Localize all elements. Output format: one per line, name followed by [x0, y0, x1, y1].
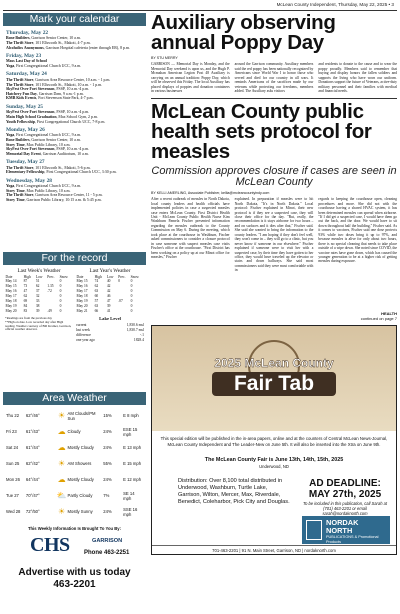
calendar-day-heading: Wednesday, May 28	[6, 177, 52, 184]
measles-col-3: regards to keeping the courthouse open, cleaning procedures and more. She did not with the courthouse having a shared HVAC system, it has been determined measles can spread when airborne. "If I did get a suspected case, I would have them go out the back, and the door. We would have to sit down throughout half the building," Fischer said. As it comes to vaccines, Fischer said one dose protects 93% while two doses bring it up to 97%, and because measles is alive for only about two hours, there is no special cleaning that needs to take place outside of a wipe down. She noted since COVID, the vaccine rates have gone down, which has caused the younger generation to be at a higher risk of getting measles during exposure.	[318, 197, 397, 264]
record-header: For the record	[3, 252, 146, 265]
sun-icon: ☀	[58, 411, 66, 420]
table-cell: May 15	[5, 283, 17, 288]
table-cell: May 20	[5, 308, 17, 313]
forecast-condition: Mostly Sunny	[67, 509, 93, 515]
forecast-high-low: 62°/46°	[25, 413, 40, 419]
calendar-event-detail: , Garrison Area Resource Center, 11 - 5 p.m.	[33, 193, 103, 198]
table-cell: May 16	[76, 283, 88, 288]
measles-body	[151, 197, 397, 310]
fair-distribution: Distribution: Over 8,100 total distributed in Underwood, Washburn, Turtle Lake, Garrison, Wilton, Mercer, Max, Riverdale, Benedict, Coleharbor, Pick City and Douglas.	[178, 478, 290, 505]
calendar-event-name: Hatchery Fun Day	[6, 91, 37, 96]
measles-byline: BY KELLI AMERLING, Associate Publisher, kellia@mcleancountyindy.com	[151, 190, 270, 195]
running-head: McLean County Independent, Thursday, May 22, 2025 • 3	[276, 2, 394, 7]
forecast-row	[6, 440, 143, 456]
forecast-row	[6, 456, 143, 472]
forecast-precip: 7%	[103, 493, 110, 499]
forecast-day: Mon 26	[6, 477, 20, 483]
calendar-event-name: Main High School Graduation	[6, 114, 57, 119]
calendar-event-detail: , 101 Ellsworth St., Makoti, 5-6 p.m.	[33, 165, 91, 170]
calendar-event-name: Yoga	[6, 184, 15, 189]
lake-level-value: 1,830.7 msl	[126, 327, 144, 332]
table-cell: 39	[106, 303, 111, 308]
calendar-event-name: SkyFest Over Fort Stevenson	[6, 147, 55, 152]
calendar-event	[6, 96, 143, 101]
cloud-sun-icon: ⛅	[56, 491, 67, 500]
table-cell: 38	[35, 303, 40, 308]
calendar-event-detail: , Garrison Senior Center, 10 a.m.	[29, 36, 81, 41]
calendar-event-detail: , FSSP, 10 a.m.-4 p.m.	[54, 147, 90, 152]
table-cell: May 17	[76, 288, 88, 293]
table-cell: 66	[94, 308, 99, 313]
calendar-day-heading: Saturday, May 24	[6, 71, 47, 78]
table-cell: 37	[35, 288, 40, 293]
calendar-event-name: Elementary Fellowship	[6, 170, 45, 175]
advertise-banner	[6, 567, 143, 591]
table-cell: May 18	[5, 298, 17, 303]
left-column	[3, 13, 146, 591]
lake-level-value: 1828.4	[133, 337, 144, 342]
table-cell: 41	[106, 308, 111, 313]
table-cell: 69	[23, 298, 28, 303]
table-cell: 0	[59, 288, 62, 293]
table-cell: .49	[47, 308, 52, 313]
column-header: High	[23, 274, 31, 279]
lake-level-label: last week	[76, 327, 90, 332]
lake-level-value: -.1	[140, 332, 144, 337]
forecast-condition: Mostly Cloudy	[67, 445, 94, 451]
calendar-event-name: KMB Kids Events	[6, 96, 37, 101]
forecast-precip: 15%	[103, 413, 112, 419]
forecast-precip: 24%	[103, 445, 112, 451]
lake-level-title: Lake Level	[99, 315, 121, 321]
table-cell: 0	[59, 308, 62, 313]
calendar-event-detail: , Max Public Library, 10 a.m.	[24, 142, 71, 147]
lake-level-row	[76, 338, 144, 343]
lake-level-label: one year ago	[76, 337, 95, 342]
lake-level-label: difference	[76, 332, 91, 337]
last-year-table	[76, 275, 144, 314]
calendar-event-name: Yoga	[6, 133, 15, 138]
fair-illustration	[152, 326, 396, 431]
cloud-icon: ☁	[57, 475, 66, 484]
table-cell: May 21	[76, 308, 88, 313]
table-cell: 0	[130, 278, 133, 283]
calendar-event-name: SkyFest Over Fort Stevenson	[6, 87, 55, 92]
table-cell: May 17	[5, 293, 17, 298]
forecast-wind: SSE 16 mph	[123, 506, 138, 517]
calendar-header: Mark your calendar	[3, 13, 146, 26]
table-cell: 0	[130, 303, 133, 308]
table-cell: 62	[94, 283, 99, 288]
continued-label: HEALTH	[381, 311, 397, 317]
table-cell: May 15	[76, 278, 88, 283]
forecast-wind: E 13 mph	[123, 445, 142, 451]
column-header: Date	[5, 274, 13, 279]
table-cell: 0	[130, 293, 133, 298]
chs-logo: CHS	[30, 534, 70, 557]
calendar-day-heading: Sunday, May 25	[6, 103, 43, 110]
measles-headline: McLean County public health sets protocol for measles	[151, 99, 372, 163]
calendar-event-detail: , First Congregational Church UCC, 9 a.m.	[14, 64, 82, 69]
last-year-title: Last Year's Weather	[89, 268, 131, 274]
calendar-event-detail: , Garrison Senior Center, 10 a.m.	[29, 138, 81, 143]
table-cell: 42	[106, 288, 111, 293]
forecast-day: Wed 28	[6, 509, 21, 515]
forecast-row	[6, 488, 143, 504]
record-section	[3, 265, 146, 392]
forecast-high-low: 62°/42°	[25, 461, 40, 467]
calendar-event-detail: , FSSP, 10 a.m.-4 p.m.	[54, 110, 90, 115]
calendar-event-detail: , 101 Ellsworth St., Makoti, 10 a.m. - 1 p.m.	[33, 82, 103, 87]
fair-title: Fair Tab	[212, 372, 336, 396]
sponsor-ad	[6, 533, 143, 563]
forecast-condition: Cloudy	[67, 429, 81, 435]
ad-deadline-label: AD DEADLINE:	[309, 478, 381, 490]
fair-tab-ad	[151, 325, 397, 555]
calendar-event-name: Bone Builders	[6, 138, 30, 143]
forecast-wind: ESE 15 mph	[123, 426, 138, 437]
table-row	[76, 309, 144, 314]
calendar-event-detail: , First Congregational Church UCC, 3:30 p.m.	[44, 170, 117, 175]
calendar-event-name: Memorial Day Event	[6, 151, 41, 156]
forecast-wind: SE 14 mph	[123, 490, 135, 501]
story-divider	[151, 98, 397, 99]
table-row	[5, 309, 73, 314]
calendar-day-heading: Friday, May 23	[6, 52, 42, 59]
fair-year-title: 2025 McLean County	[214, 356, 334, 371]
table-cell: 60	[94, 293, 99, 298]
calendar-event-name: SkyFest Over Fort Stevenson	[6, 110, 55, 115]
column-header: Prec.	[47, 274, 55, 279]
continued-note	[151, 311, 397, 321]
ad-deadline-box	[302, 478, 388, 516]
forecast-precip: 24%	[103, 477, 112, 483]
table-cell: 0	[130, 288, 133, 293]
forecast-high-low: 64°/44°	[25, 477, 40, 483]
forecast-condition: Partly Cloudy	[67, 493, 93, 499]
calendar-event	[6, 64, 143, 69]
column-header: Prec.	[118, 274, 126, 279]
table-cell: 47	[106, 298, 111, 303]
calendar-event-detail: , Garrison Auditorium, 10 a.m.	[40, 151, 89, 156]
calendar-event-name: The Thrift Store	[6, 193, 34, 198]
calendar-event-name: The Thrift Store	[6, 78, 34, 82]
sponsor-note: This Weekly Information Is Brought To You By:	[28, 526, 121, 531]
forecast-condition: AM Clouds/PM Sun	[67, 410, 96, 421]
table-cell: .72	[47, 288, 52, 293]
poppy-col-2: around the Garrison community. Auxiliary members said the red poppy has been nationally recognized by Americans since World War I to honor those who served and died for our country in all wars. It reminds Americans of the sacrifices made by our veterans while protecting our freedoms, members added. The Auxiliary asks visitors	[234, 62, 314, 94]
table-cell: 39	[35, 308, 40, 313]
lake-level-label: current	[76, 322, 87, 327]
calendar-event-name: Youth Fellowship	[6, 119, 35, 124]
poppy-col-3: and residents to donate to the cause and to wear the poppy proudly. Members said to remember that buying and display honors the fallen soldiers and supports the living who have worn our uniform. Donations support the future of Veterans, active-duty military personnel and their families with medical and financial needs.	[318, 62, 398, 94]
table-cell: May 19	[5, 303, 17, 308]
forecast-day: Sat 24	[6, 445, 19, 451]
calendar-event-name: Alcoholics Anonymous	[6, 45, 44, 50]
calendar-event-detail: , Max School Gym, 2 p.m.	[56, 114, 98, 119]
poppy-day-headline: Auxiliary observing annual Poppy Day	[151, 11, 336, 54]
forecast-day: Fri 23	[6, 429, 17, 435]
measles-col-2: explained. In preparation if measles were to hit North Dakota, "It's in North Dakota." Local protocol: Fischer explained in Minot, their new protocol is if they see a suspected case, they will close their office for the day. "But, really, the recommendation is it stays airborne for two hours – and on surfaces and it dies after that," Fischer said. She said she wanted to bring the information to the county leaders. "I am hoping if they don't feel well, they won't come in – they will go to a clinic, but you never know if someone in our elsewhere." Fischer explained if someone were to visit her with a suspected case, by their time they have gotten to her office, they would have traveled up the elevator or stairs and down hallways. She said most commissioners said they were most comfortable with in	[234, 197, 314, 273]
table-cell: May 14	[5, 278, 17, 283]
fair-location: Underwood, ND	[259, 464, 289, 470]
forecast-condition: Mostly Cloudy	[67, 477, 94, 483]
table-cell: 51	[35, 278, 40, 283]
last-week-weather	[5, 268, 73, 332]
calendar-event-detail: , Max Public Library, 10 a.m.	[24, 188, 71, 193]
calendar-event-detail: , Garrison Public Library, 10:15 a.m. & 5:45 p.m.	[24, 198, 102, 203]
column-header: Low	[106, 274, 114, 279]
table-cell	[118, 309, 130, 314]
forecast-row	[6, 504, 143, 520]
table-cell: 84	[23, 303, 28, 308]
table-cell: 57	[94, 298, 99, 303]
column-header: High	[94, 274, 102, 279]
column-header: Snow	[130, 274, 139, 279]
forecast-wind: E 8 mph	[123, 413, 139, 419]
measles-col-1: After a recent outbreak of measles in North Dakota, local county leaders and health officials have implemented policies in case a suspected measles case enters McLean County. First District Health Unit - McLean County Public Health Nurse Kim Washburn Pamela Fischer presented information regarding the measles outbreak to the County Commission on May 6. During the meeting, which took place at the courthouse in Washburn, Fischer asked commissioners to consider a closure protocol in case someone with suspect measles case visits Fischer's office at the courthouse. "First District has been working on a policy up at our Minot office for measles," Fischer	[151, 197, 230, 260]
calendar-event-name: Story Time	[6, 198, 25, 203]
table-cell: 62	[23, 293, 28, 298]
table-cell: 87	[23, 278, 28, 283]
calendar-event-name: The Thrift Store	[6, 40, 34, 45]
calendar-event-name: Mass Last Day of School	[6, 59, 47, 64]
sun-icon: ☀	[58, 459, 66, 468]
calendar-event	[6, 46, 143, 51]
nordak-logo	[302, 516, 390, 544]
calendar-event	[6, 170, 143, 175]
calendar-event-detail: , Garrison Dam, 9 a.m.-1 p.m.	[36, 91, 84, 96]
nordak-name: NORDAK NORTH	[326, 518, 359, 536]
forecast-day: Tue 27	[6, 493, 19, 499]
sponsor-town: GARRISON	[92, 538, 123, 545]
forecast-precip: 24%	[103, 429, 112, 435]
nordak-mark-icon	[306, 520, 322, 540]
table-cell: 83	[23, 308, 28, 313]
table-cell: 0	[130, 308, 133, 313]
lake-level	[76, 316, 144, 343]
forecast-list	[6, 408, 143, 520]
table-cell: 0	[59, 303, 62, 308]
calendar-day-heading: Monday, May 26	[6, 126, 45, 133]
table-cell: 63	[94, 303, 99, 308]
last-year-weather	[76, 268, 144, 343]
calendar-event-name: Yoga	[6, 64, 15, 69]
cloud-icon: ☁	[57, 443, 66, 452]
calendar-event-detail: , Fort Stevenson State Park, 4-7 p.m.	[36, 96, 94, 101]
forecast-high-low: 70°/47°	[25, 493, 40, 499]
calendar-event-name: The Thrift Store	[6, 82, 34, 87]
forecast-high-low: 61°/43°	[25, 429, 40, 435]
fair-dates: The McLean County Fair is June 13th, 14th, 15th, 2025	[204, 457, 344, 464]
table-cell: .07	[118, 298, 123, 303]
calendar-event-detail: , First Congregational Church UCC, 9 a.m.	[14, 133, 82, 138]
cloud-icon: ☁	[57, 427, 66, 436]
table-cell: 47	[23, 288, 28, 293]
record-note-2: **High on date. Low recorded day after High reading. Weather courtesy of Bill Kramer, Garrison, official weather observer.	[5, 319, 72, 332]
forecast-high-low: 61°/44°	[25, 445, 40, 451]
forecast-row	[6, 424, 143, 440]
table-cell: 33	[35, 298, 40, 303]
sponsor-phone: Phone 463-2251	[84, 550, 130, 557]
table-cell: 62	[35, 283, 40, 288]
last-week-table	[5, 275, 73, 314]
record-note: *Readings are from the previous day	[5, 315, 53, 320]
table-cell: 0	[118, 278, 121, 283]
poppy-day-byline: BY STU MERRY	[151, 56, 178, 60]
nordak-sub: PUBLICATIONS & Promotional Products	[326, 535, 379, 544]
measles-deck: Commission approves closure if cases are seen in McLean County	[151, 164, 397, 188]
advertise-line-2: 463-2201	[53, 579, 96, 591]
ad-deadline-info: To be included in this publication, call Sarah at (701) 463-2201 or email sarah@nordaknorth.com	[302, 501, 388, 517]
table-cell: 74	[94, 278, 99, 283]
ad-deadline-date: MAY 27th, 2025	[308, 489, 382, 501]
forecast-precip: 55%	[103, 461, 112, 467]
calendar-event	[6, 198, 143, 203]
calendar-event-name: Bone Builders	[6, 36, 30, 41]
forecast-high-low: 72°/50°	[25, 509, 40, 515]
table-cell: May 19	[76, 298, 88, 303]
advertise-line-1: Advertise with us today	[18, 567, 131, 579]
fair-body: This special edition will be published in the in-area papers, online and at the counters of Central McLean News-Journal, McLean County Independent and The Leader-New on June 5th. It will also be inserted into the Xtra on June 9th.	[160, 436, 388, 447]
last-week-title: Last Week's Weather	[17, 268, 61, 274]
calendar-list	[3, 26, 146, 252]
table-cell: 0	[130, 283, 133, 288]
forecast-day: Sun 25	[6, 461, 20, 467]
calendar-event-detail: , Garrison Hospital cafeteria (enter through ER), 8 p.m.	[43, 45, 130, 50]
calendar-day-heading: Thursday, May 22	[6, 29, 49, 36]
calendar-event-name: The Thrift Store	[6, 165, 34, 170]
column-header: Snow	[59, 274, 68, 279]
column-header: Date	[76, 274, 84, 279]
calendar-day-heading: Tuesday, May 27	[6, 159, 45, 165]
column-header: Low	[35, 274, 43, 279]
table-cell: 0	[59, 283, 62, 288]
forecast-row	[6, 408, 143, 424]
weather-section	[3, 405, 146, 591]
forecast-condition: AM Showers	[67, 461, 92, 467]
forecast-day: Thu 22	[6, 413, 20, 419]
table-cell: 46	[106, 293, 111, 298]
fair-footer: 701-463-2201 | 91 N. Main Street, Garrison, ND | nordaknorth.com	[152, 545, 396, 555]
table-cell: 0	[59, 298, 62, 303]
poppy-day-body	[151, 62, 397, 93]
calendar-event-detail: , First Congregational Church UCC, 7-8 p.m.	[34, 119, 106, 124]
table-cell: 0	[130, 298, 133, 303]
forecast-wind: E 15 mph	[123, 461, 142, 467]
table-cell: May 20	[76, 303, 88, 308]
calendar-event	[6, 152, 143, 157]
sun-icon: ☀	[58, 507, 66, 516]
calendar-event-detail: , First Congregational Church UCC, 9 a.m.	[14, 184, 82, 189]
table-cell: May 18	[76, 293, 88, 298]
table-cell: 32	[35, 293, 40, 298]
table-cell: 0	[59, 293, 62, 298]
table-cell: 63	[94, 288, 99, 293]
calendar-event-detail: , 101 Ellsworth St., Makoti, 4-7 p.m.	[33, 40, 91, 45]
table-cell: 40	[106, 278, 111, 283]
table-cell: 42	[106, 283, 111, 288]
weather-header: Area Weather	[3, 392, 146, 405]
table-cell: 0	[59, 278, 62, 283]
calendar-event-detail: , Garrison Area Resource Center, 10 a.m. - 1 p.m.	[33, 78, 111, 82]
right-column	[151, 13, 397, 555]
table-cell: May 16	[5, 288, 17, 293]
lake-level-value: 1,830.6 msl	[126, 322, 144, 327]
calendar-event-name: Story Time	[6, 188, 25, 193]
calendar-event	[6, 120, 143, 125]
table-cell: 1.35	[47, 283, 54, 288]
calendar-event-detail: , FSSP, 10 a.m.-4 p.m.	[54, 87, 90, 92]
poppy-col-1: GARRISON — Memorial Day is Monday, and the Memorial Day weekend is upon us, and the Hugh P. Mcmahan American Legion Post 48 Auxiliary is carrying on an annual tradition: Poppy Day, which will be observed this Friday. The local Auxiliary has placed displays of poppies and donation containers in various businesses	[151, 62, 230, 94]
forecast-row	[6, 472, 143, 488]
forecast-wind: E 12 mph	[123, 477, 142, 483]
calendar-event-name: Story Time	[6, 142, 25, 147]
table-cell: 73	[23, 283, 28, 288]
forecast-precip: 24%	[103, 509, 112, 515]
continued-text: continued on page 7	[360, 316, 397, 322]
